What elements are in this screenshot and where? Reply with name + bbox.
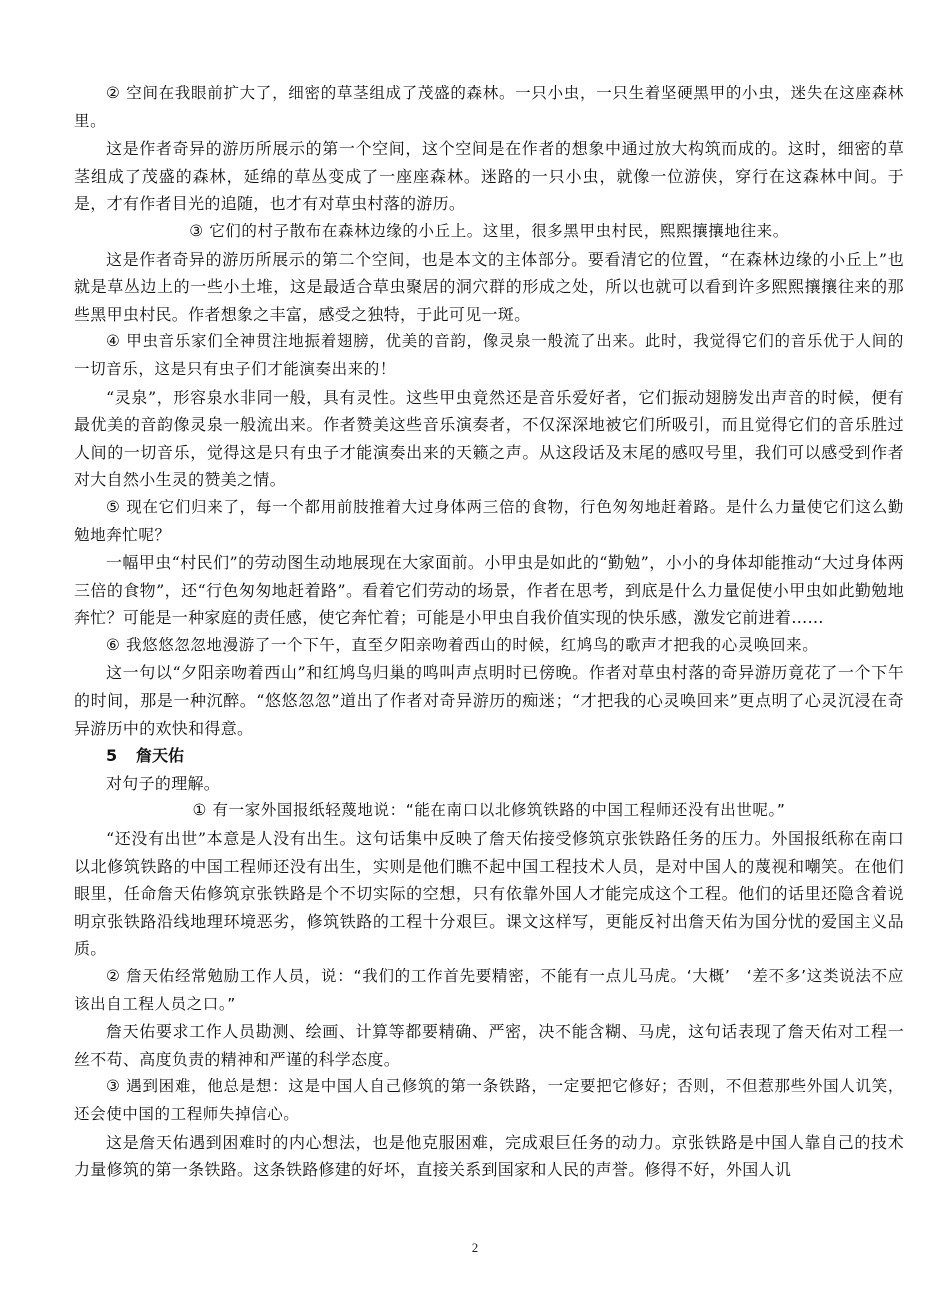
quote-sentence: ① 有一家外国报纸轻蔑地说：“能在南口以北修筑铁路的中国工程师还没有出世呢。”: [192, 801, 786, 820]
analysis-paragraph: “灵泉”，形容泉水非同一般，具有灵性。这些甲虫竟然还是音乐爱好者，它们振动翅膀发出声音的时候，便有最优美的音韵像灵泉一般流出来。作者赞美这些音乐演奏者，不仅深深地被它们所吸引，而且觉得它们的音乐胜过人间的一切音乐，觉得这是只有虫子才能演奏出来的天籁之声。从这段话及末尾的感叹号里，我们可以感受到作者对大自然小生灵的赞美之情。: [74, 387, 904, 490]
quote-sentence: ③ 遇到困难，他总是想：这是中国人自己修筑的第一条铁路，一定要把它修好；否则，不但惹那些外国人讥笑，还会使中国的工程师失掉信心。: [74, 1077, 904, 1123]
analysis-paragraph: 一幅甲虫“村民们”的劳动图生动地展现在大家面前。小甲虫是如此的“勤勉”，小小的身体却能推动“大过身体两三倍的食物”，还“行色匆匆地赶着路”。看着它们劳动的场景，作者在思考，到底是什么力量促使小甲虫如此勤勉地奔忙？可能是一种家庭的责任感，使它奔忙着；可能是小甲虫自我价值实现的快乐感，激发它前进着……: [74, 553, 904, 628]
section-number: 5: [106, 746, 118, 766]
quote-sentence: ③ 它们的村子散布在森林边缘的小丘上。这里，很多黑甲虫村民，熙熙攘攘地往来。: [189, 221, 789, 240]
page-number: 2: [471, 1240, 479, 1255]
analysis-paragraph: 詹天佑要求工作人员勘测、绘画、计算等都要精确、严密，决不能含糊、马虎，这句话表现了詹天佑对工程一丝不苟、高度负责的精神和严谨的科学态度。: [74, 1022, 904, 1069]
instruction-line: 对句子的理解。: [106, 773, 221, 793]
analysis-paragraph: 这是作者奇异的游历所展示的第二个空间，也是本文的主体部分。要看清它的位置，“在森林边缘的小丘上”也就是草丛边上的一些小土堆，这是最适合草虫聚居的洞穴群的形成之处，所以也就可以看到许多熙熙攘攘往来的那些黑甲虫村民。作者想象之丰富，感受之独特，于此可见一斑。: [74, 249, 904, 324]
analysis-paragraph: “还没有出世”本意是人没有出生。这句话集中反映了詹天佑接受修筑京张铁路任务的压力。外国报纸称在南口以北修筑铁路的中国工程师还没有出生，实则是他们瞧不起中国工程技术人员，是对中国人的蔑视和嘲笑。在他们眼里，任命詹天佑修筑京张铁路是个不切实际的空想，只有依靠外国人才能完成这个工程。他们的话里还隐含着说明京张铁路沿线地理环境恶劣，修筑铁路的工程十分艰巨。课文这样写，更能反衬出詹天佑为国分忧的爱国主义品质。: [74, 829, 904, 959]
quote-sentence: ② 詹天佑经常勉励工作人员，说：“我们的工作首先要精密，不能有一点儿马虎。‘大概’ ‘差不多’这类说法不应该出自工程人员之口。”: [74, 967, 904, 1013]
section-title: 詹天佑: [136, 746, 185, 766]
document-page: [74, 80, 904, 1184]
section-heading: [74, 742, 904, 770]
quote-sentence: ④ 甲虫音乐家们全神贯注地振着翅膀，优美的音韵，像灵泉一般流了出来。此时，我觉得它们的音乐优于人间的一切音乐，这是只有虫子们才能演奏出来的！: [74, 332, 904, 378]
analysis-paragraph: 这是詹天佑遇到困难时的内心想法，也是他克服困难，完成艰巨任务的动力。京张铁路是中国人靠自己的技术力量修筑的第一条铁路。这条铁路修建的好坏，直接关系到国家和人民的声誉。修得不好，外国人讥: [74, 1132, 904, 1180]
quote-sentence: ⑥ 我悠悠忽忽地漫游了一个下午，直至夕阳亲吻着西山的时候，红鸠鸟的歌声才把我的心灵唤回来。: [106, 635, 819, 654]
quote-sentence: ② 空间在我眼前扩大了，细密的草茎组成了茂盛的森林。一只小虫，一只生着坚硬黑甲的小虫，迷失在这座森林里。: [74, 84, 904, 130]
analysis-paragraph: 这是作者奇异的游历所展示的第一个空间，这个空间是在作者的想象中通过放大构筑而成的。这时，细密的草茎组成了茂盛的森林，延绵的草丛变成了一座座森林。迷路的一只小虫，就像一位游侠，穿行在这森林中间。于是，才有作者目光的追随，也才有对草虫村落的游历。: [74, 139, 904, 214]
quote-sentence: ⑤ 现在它们归来了，每一个都用前肢推着大过身体两三倍的食物，行色匆匆地赶着路。是什么力量使它们这么勤勉地奔忙呢？: [74, 497, 904, 544]
analysis-paragraph: 这一句以“夕阳亲吻着西山”和红鸠鸟归巢的鸣叫声点明时已傍晚。作者对草虫村落的奇异游历竟花了一个下午的时间，那是一种沉醉。“悠悠忽忽”道出了作者对奇异游历的痴迷；“才把我的心灵唤回来”更点明了心灵沉浸在奇异游历中的欢快和得意。: [74, 663, 904, 738]
